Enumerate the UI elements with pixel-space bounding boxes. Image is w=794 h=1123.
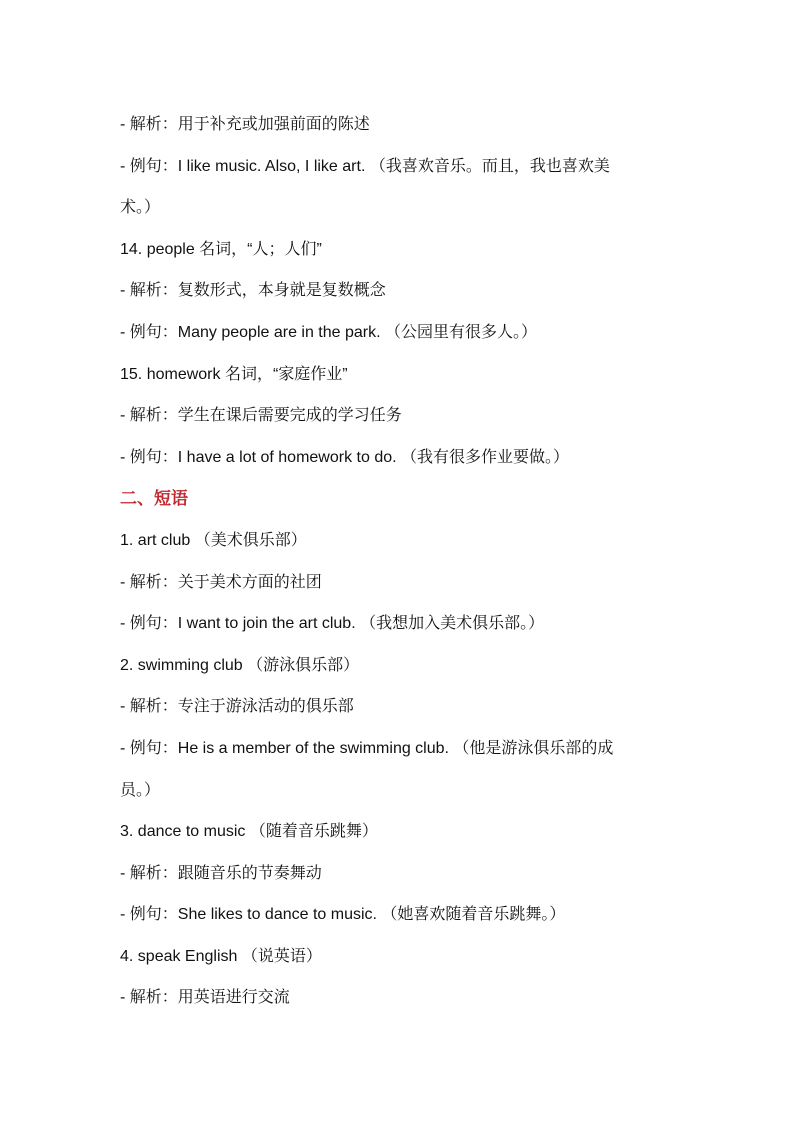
section-heading-phrases: 二、短语 [120,489,188,509]
note-line: - 解析：跟随音乐的节奏舞动 [120,864,322,882]
example-line: - 例句：I want to join the art club. （我想加入美术俱乐部。） [120,615,545,633]
example-line: - 例句：I have a lot of homework to do. （我有很多作业要做。） [120,448,570,466]
vocab-entry-homework: 15. homework 名词，“家庭作业” [120,365,348,383]
phrase-entry-art-club: 1. art club （美术俱乐部） [120,531,307,549]
document-body [120,104,690,1019]
example-line: - 例句：Many people are in the park. （公园里有很多人。） [120,323,538,341]
example-continuation-line: 术。） [120,199,161,217]
example-continuation-line: 员。） [120,781,161,799]
note-line: - 解析：专注于游泳活动的俱乐部 [120,698,354,716]
note-line: - 解析：用于补充或加强前面的陈述 [120,116,370,133]
note-line: - 解析：复数形式，本身就是复数概念 [120,282,386,300]
phrase-entry-swimming-club: 2. swimming club （游泳俱乐部） [120,656,360,674]
example-line: - 例句：She likes to dance to music. （她喜欢随着音乐跳舞。） [120,906,566,924]
example-line: - 例句：He is a member of the swimming club. （他是游泳俱乐部的成 [120,739,614,757]
note-line: - 解析：用英语进行交流 [120,989,290,1007]
note-line: - 解析：学生在课后需要完成的学习任务 [120,407,402,425]
example-line: - 例句：I like music. Also, I like art. （我喜欢音乐。而且，我也喜欢美 [120,157,610,175]
note-line: - 解析：关于美术方面的社团 [120,573,322,591]
phrase-entry-dance-to-music: 3. dance to music （随着音乐跳舞） [120,823,378,841]
phrase-entry-speak-english: 4. speak English （说英语） [120,947,322,965]
vocab-entry-people: 14. people 名词，“人；人们” [120,240,322,258]
